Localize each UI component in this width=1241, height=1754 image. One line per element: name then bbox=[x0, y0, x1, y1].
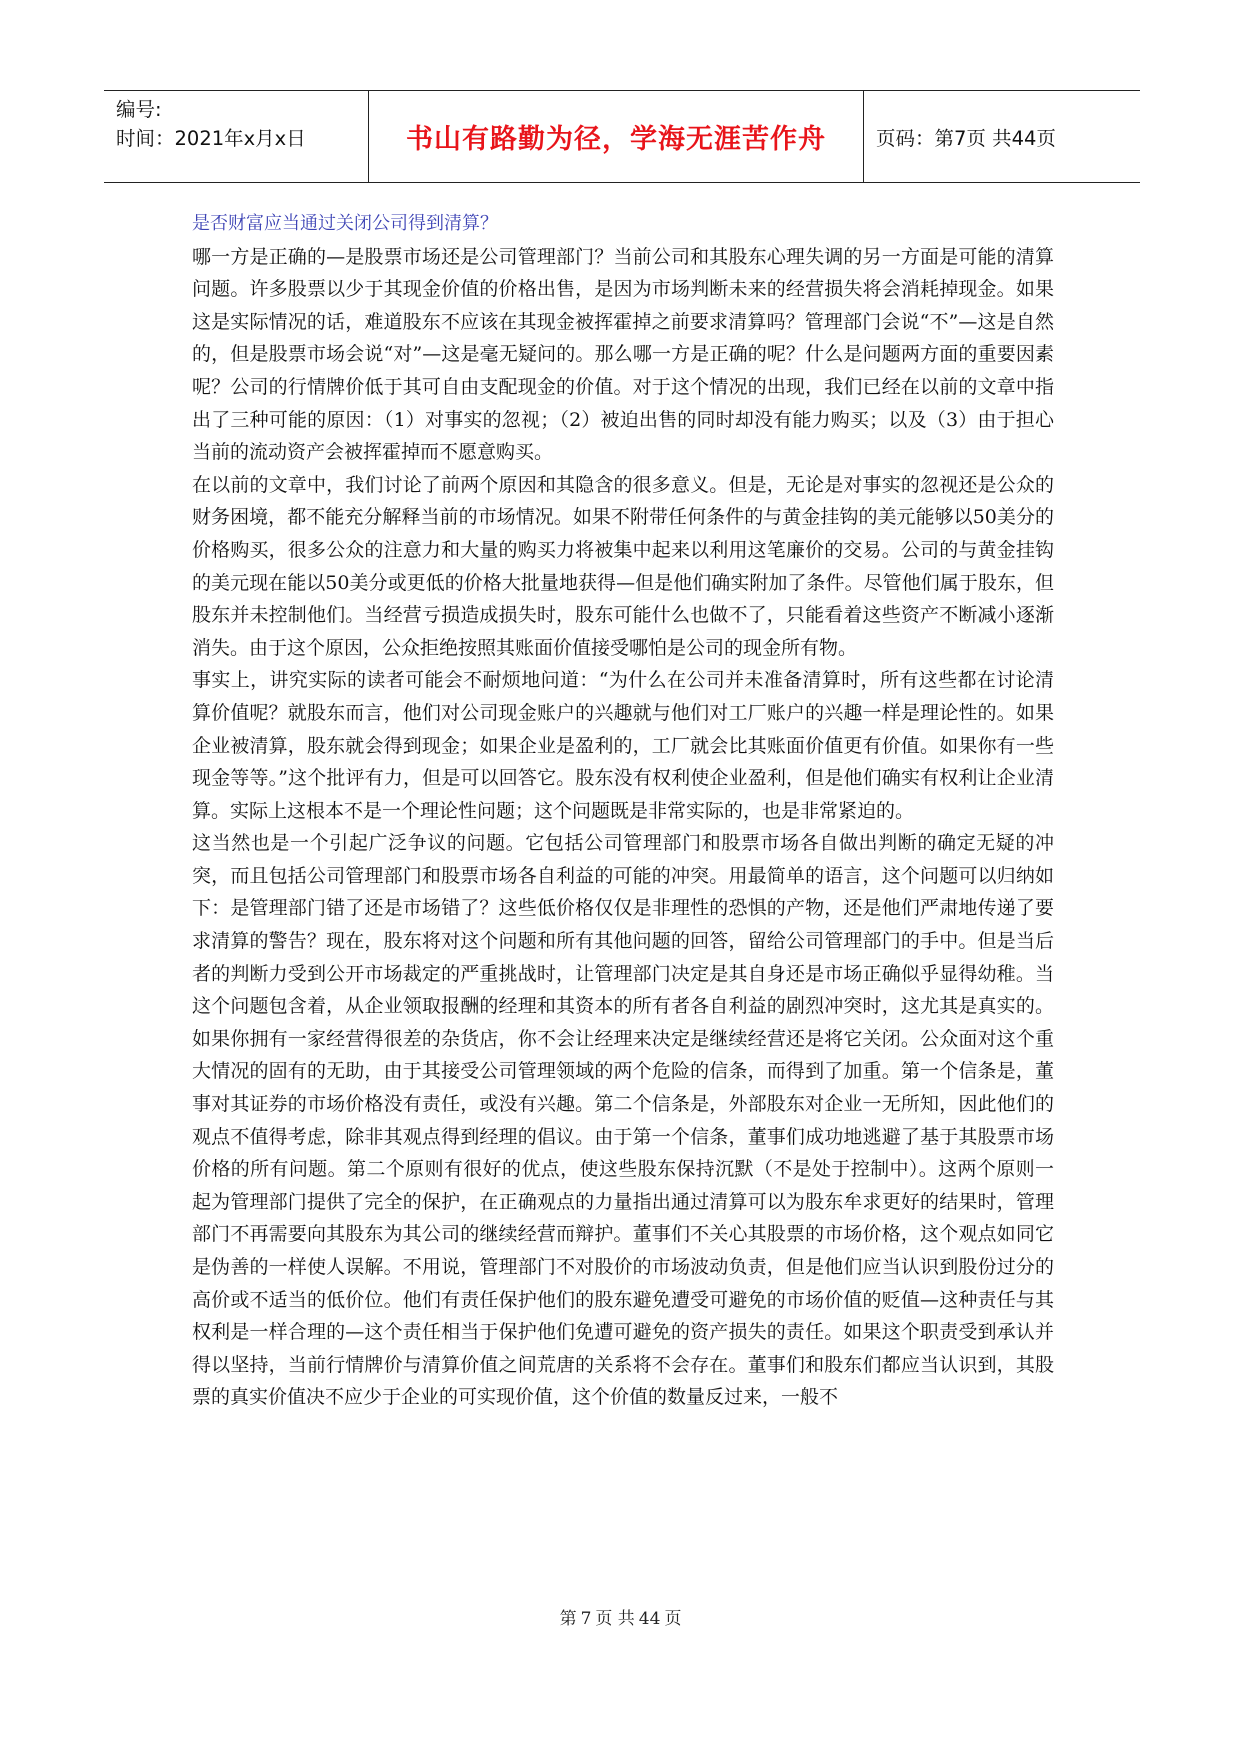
footer-prefix: 第 bbox=[559, 1609, 577, 1629]
section-heading: 是否财富应当通过关闭公司得到清算？ bbox=[192, 213, 498, 234]
body-paragraph: 哪一方是正确的—是股票市场还是公司管理部门？当前公司和其股东心理失调的另一方面是可能的清算问题。许多股票以少于其现金价值的价格出售，是因为市场判断未来的经营损失将会消耗掉现金。如果这是实际情况的话，难道股东不应该在其现金被挥霍掉之前要求清算吗？管理部门会说“不”—这是自然的，但是股票市场会说“对”—这是毫无疑问的。那么哪一方是正确的呢？什么是问题两方面的重要因素呢？公司的行情牌价低于其可自由支配现金的价值。对于这个情况的出现，我们已经在以前的文章中指出了三种可能的原因：（1）对事实的忽视；（2）被迫出售的同时却没有能力购买；以及（3）由于担心当前的流动资产会被挥霍掉而不愿意购买。 bbox=[192, 245, 1054, 464]
body-paragraph: 事实上，讲究实际的读者可能会不耐烦地问道：“为什么在公司并未准备清算时，所有这些都在讨论清算价值呢？就股东而言，他们对公司现金账户的兴趣就与他们对工厂账户的兴趣一样是理论性的。如果企业被清算，股东就会得到现金；如果企业是盈利的，工厂就会比其账面价值更有价值。如果你有一些现金等等。”这个批评有力，但是可以回答它。股东没有权利使企业盈利，但是他们确实有权利让企业清算。实际上这根本不是一个理论性问题；这个问题既是非常实际的，也是非常紧迫的。 bbox=[192, 669, 1054, 822]
footer-total-pages: 44 bbox=[638, 1609, 661, 1629]
document-header bbox=[104, 90, 1140, 183]
footer-suffix: 页 bbox=[664, 1609, 682, 1629]
header-motto: 书山有路勤为径，学海无涯苦作舟 bbox=[369, 91, 864, 182]
footer-page-number: 7 bbox=[580, 1609, 592, 1629]
document-body bbox=[192, 208, 1054, 1414]
header-meta bbox=[104, 91, 369, 182]
body-paragraph: 这当然也是一个引起广泛争议的问题。它包括公司管理部门和股票市场各自做出判断的确定无疑的冲突，而且包括公司管理部门和股票市场各自利益的可能的冲突。用最简单的语言，这个问题可以归纳如下：是管理部门错了还是市场错了？这些低价格仅仅是非理性的恐惧的产物，还是他们严肃地传递了要求清算的警告？现在，股东将对这个问题和所有其他问题的回答，留给公司管理部门的手中。但是当后者的判断力受到公开市场裁定的严重挑战时，让管理部门决定是其自身还是市场正确似乎显得幼稚。当这个问题包含着，从企业领取报酬的经理和其资本的所有者各自利益的剧烈冲突时，这尤其是真实的。如果你拥有一家经营得很差的杂货店，你不会让经理来决定是继续经营还是将它关闭。公众面对这个重大情况的固有的无助，由于其接受公司管理领域的两个危险的信条，而得到了加重。第一个信条是，董事对其证券的市场价格没有责任，或没有兴趣。第二个信条是，外部股东对企业一无所知，因此他们的观点不值得考虑，除非其观点得到经理的倡议。由于第一个信条，董事们成功地逃避了基于其股票市场价格的所有问题。第二个原则有很好的优点，使这些股东保持沉默（不是处于控制中）。这两个原则一起为管理部门提供了完全的保护，在正确观点的力量指出通过清算可以为股东牟求更好的结果时，管理部门不再需要向其股东为其公司的继续经营而辩护。董事们不关心其股票的市场价格，这个观点如同它是伪善的一样使人误解。不用说，管理部门不对股价的市场波动负责，但是他们应当认识到股份过分的高价或不适当的低价位。他们有责任保护他们的股东避免遭受可避免的市场价值的贬值—这种责任与其权利是一样合理的—这个责任相当于保护他们免遭可避免的资产损失的责任。如果这个职责受到承认并得以坚持，当前行情牌价与清算价值之间荒唐的关系将不会存在。董事们和股东们都应当认识到，其股票的真实价值决不应少于企业的可实现价值，这个价值的数量反过来，一般不 bbox=[192, 832, 1054, 1409]
page-footer bbox=[0, 1604, 1241, 1629]
footer-middle: 页 共 bbox=[595, 1609, 635, 1629]
header-page-info: 页码：第7页 共44页 bbox=[876, 126, 1056, 150]
document-number-label: 编号: bbox=[116, 98, 162, 121]
document-time-label: 时间：2021年x月x日 bbox=[116, 127, 306, 150]
body-paragraph: 在以前的文章中，我们讨论了前两个原因和其隐含的很多意义。但是，无论是对事实的忽视还是公众的财务困境，都不能充分解释当前的市场情况。如果不附带任何条件的与黄金挂钩的美元能够以50美分的价格购买，很多公众的注意力和大量的购买力将被集中起来以利用这笔廉价的交易。公司的与黄金挂钩的美元现在能以50美分或更低的价格大批量地获得—但是他们确实附加了条件。尽管他们属于股东，但股东并未控制他们。当经营亏损造成损失时，股东可能什么也做不了，只能看着这些资产不断减小逐渐消失。由于这个原因，公众拒绝按照其账面价值接受哪怕是公司的现金所有物。 bbox=[192, 473, 1054, 659]
